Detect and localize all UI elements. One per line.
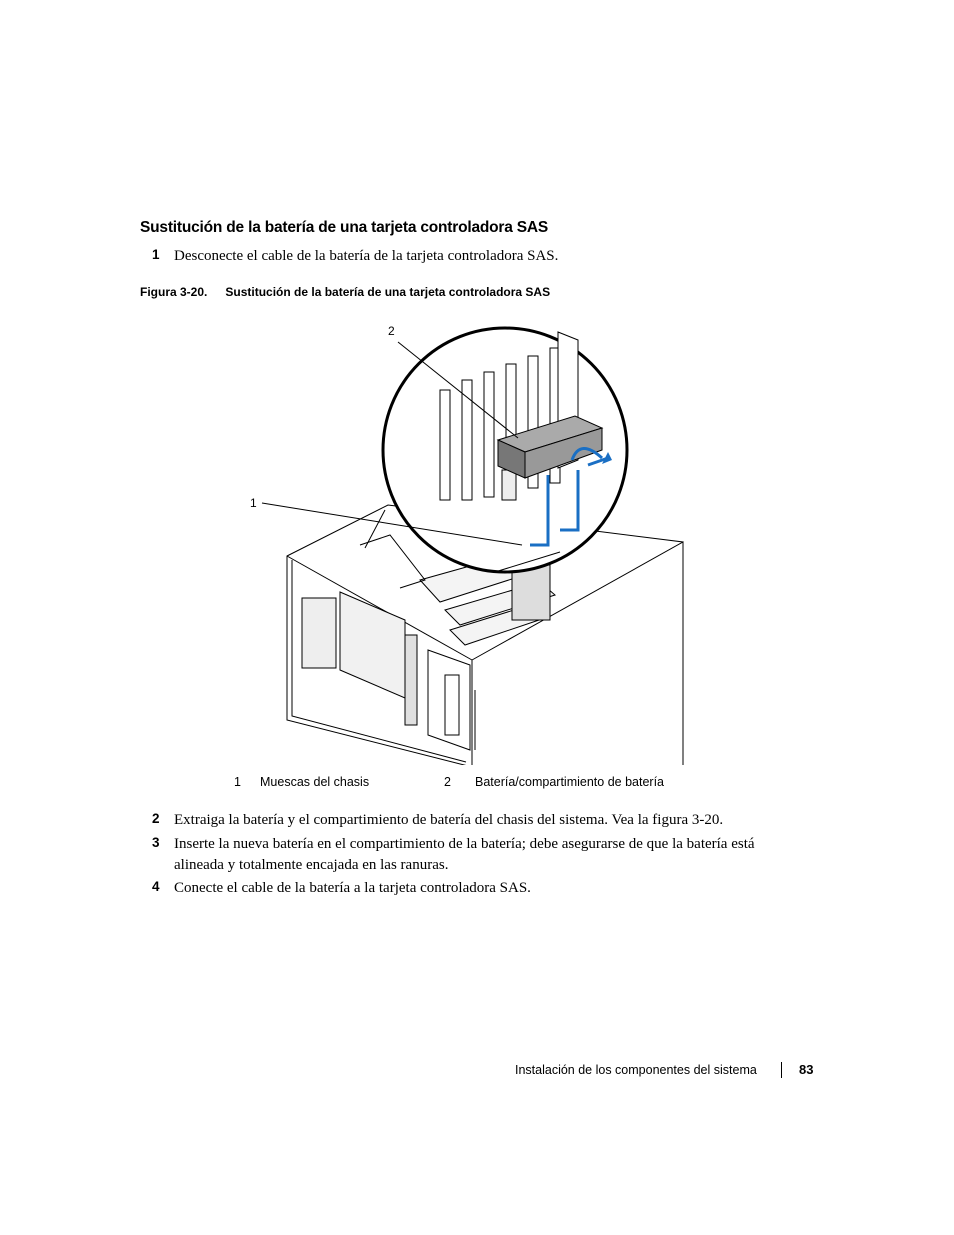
figure-caption: [140, 285, 550, 299]
step-text: Conecte el cable de la batería a la tarjeta controladora SAS.: [174, 880, 531, 896]
footer-divider: [781, 1062, 782, 1078]
legend-text: Muescas del chasis: [260, 775, 370, 789]
figure-label: Figura 3-20.: [140, 285, 208, 299]
callout-1: 1: [250, 496, 257, 510]
step-number: 1: [152, 247, 160, 262]
step-text: Inserte la nueva batería en el compartimiento de la batería; debe asegurarse de que la batería está alineada y totalmente encajada en las ranuras.: [174, 836, 755, 873]
legend-text: Batería/compartimiento de batería: [475, 775, 664, 789]
section-heading: Sustitución de la batería de una tarjeta controladora SAS: [140, 219, 549, 236]
figure-title: Sustitución de la batería de una tarjeta controladora SAS: [225, 285, 551, 299]
step-text: Desconecte el cable de la batería de la tarjeta controladora SAS.: [174, 248, 559, 264]
legend-number: 1: [234, 775, 241, 789]
step-number: 2: [152, 811, 160, 826]
legend-number: 2: [444, 775, 451, 789]
step-number: 4: [152, 879, 160, 894]
footer-section-name: Instalación de los componentes del sistema: [515, 1063, 757, 1077]
legend-item-1: [234, 775, 370, 789]
page-number: 83: [799, 1062, 814, 1077]
legend-item-2: [444, 775, 664, 789]
step-text: Extraiga la batería y el compartimiento de batería del chasis del sistema. Vea la figura 3-20.: [174, 812, 724, 828]
callout-2: 2: [388, 324, 395, 338]
battery-replacement-illustration: [240, 320, 700, 765]
step-number: 3: [152, 835, 160, 850]
